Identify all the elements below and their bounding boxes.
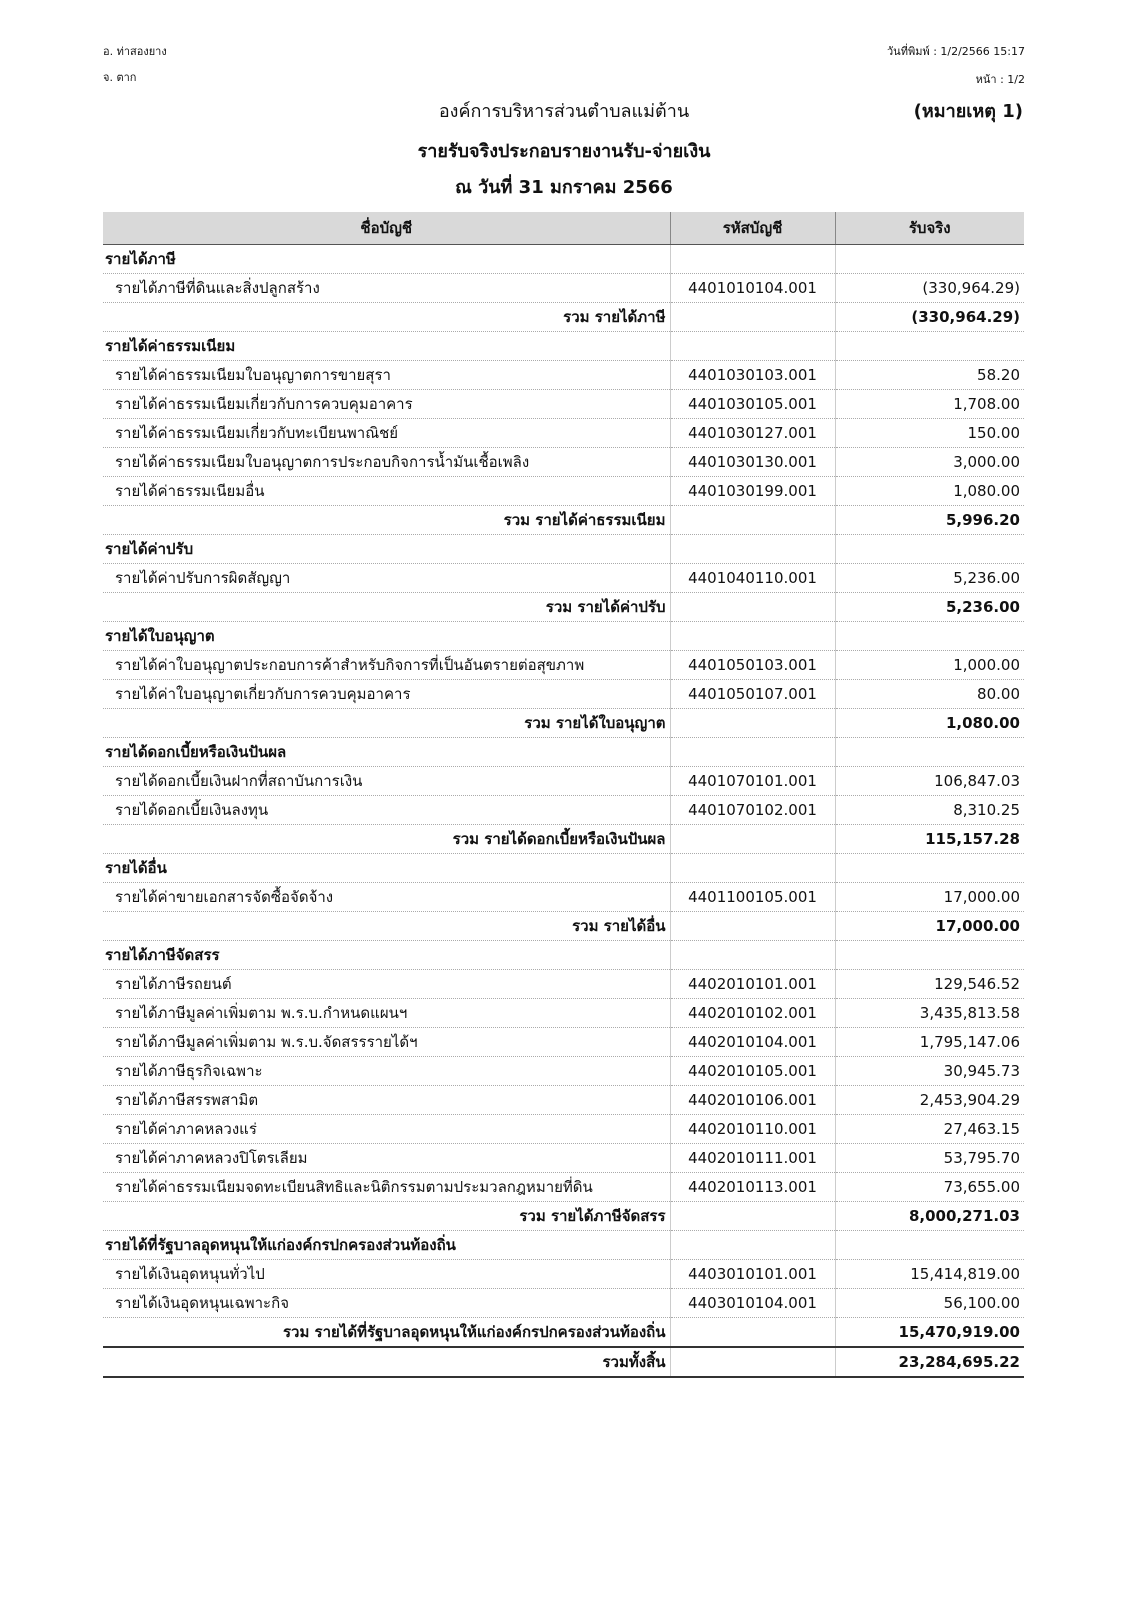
subtotal-row xyxy=(103,825,1024,854)
amount-cell xyxy=(835,738,1024,767)
amount-cell xyxy=(835,535,1024,564)
account-code-cell xyxy=(670,593,835,622)
account-code-cell: 4402010111.001 xyxy=(670,1144,835,1173)
group-header-row xyxy=(103,1231,1024,1260)
table-row xyxy=(103,419,1024,448)
amount-cell: 5,236.00 xyxy=(835,564,1024,593)
table-row xyxy=(103,448,1024,477)
account-code-cell xyxy=(670,535,835,564)
amount-cell: 8,000,271.03 xyxy=(835,1202,1024,1231)
account-code-cell: 4402010102.001 xyxy=(670,999,835,1028)
table-row xyxy=(103,1028,1024,1057)
amount-cell: 56,100.00 xyxy=(835,1289,1024,1318)
group-header-row xyxy=(103,245,1024,274)
account-code-cell: 4401100105.001 xyxy=(670,883,835,912)
account-name-cell: รายได้ภาษีมูลค่าเพิ่มตาม พ.ร.บ.จัดสรรรายได้ฯ xyxy=(103,1028,670,1057)
account-code-cell: 4401030127.001 xyxy=(670,419,835,448)
subtotal-row xyxy=(103,709,1024,738)
account-name-cell: รายได้ค่าภาคหลวงปิโตรเลียม xyxy=(103,1144,670,1173)
province-label: จ. ตาก xyxy=(103,71,137,84)
account-name-cell: รายได้ภาษีจัดสรร xyxy=(103,941,670,970)
note-label: (หมายเหตุ 1) xyxy=(913,101,1023,122)
account-name-cell: รายได้เงินอุดหนุนเฉพาะกิจ xyxy=(103,1289,670,1318)
account-name-cell: รายได้ใบอนุญาต xyxy=(103,622,670,651)
table-row xyxy=(103,1289,1024,1318)
report-date: ณ วันที่ 31 มกราคม 2566 xyxy=(455,177,673,198)
account-name-cell: รายได้ค่าปรับ xyxy=(103,535,670,564)
amount-cell: 1,795,147.06 xyxy=(835,1028,1024,1057)
table-row xyxy=(103,651,1024,680)
account-name-cell: รายได้ค่าใบอนุญาตประกอบการค้าสำหรับกิจการที่เป็นอันตรายต่อสุขภาพ xyxy=(103,651,670,680)
amount-cell: 17,000.00 xyxy=(835,912,1024,941)
amount-cell: 80.00 xyxy=(835,680,1024,709)
column-header-account-code: รหัสบัญชี xyxy=(670,212,835,245)
amount-cell xyxy=(835,854,1024,883)
account-name-cell: รายได้ค่าธรรมเนียมอื่น xyxy=(103,477,670,506)
report-title: รายรับจริงประกอบรายงานรับ-จ่ายเงิน xyxy=(417,141,711,162)
account-name-cell: รายได้ค่าใบอนุญาตเกี่ยวกับการควบคุมอาคาร xyxy=(103,680,670,709)
amount-cell: 53,795.70 xyxy=(835,1144,1024,1173)
amount-cell: 17,000.00 xyxy=(835,883,1024,912)
account-code-cell: 4401050107.001 xyxy=(670,680,835,709)
account-code-cell xyxy=(670,854,835,883)
amount-cell xyxy=(835,245,1024,274)
account-code-cell xyxy=(670,622,835,651)
table-row xyxy=(103,1173,1024,1202)
amount-cell: 8,310.25 xyxy=(835,796,1024,825)
account-name-cell: รวม รายได้ภาษีจัดสรร xyxy=(103,1202,670,1231)
account-name-cell: รายได้ค่าขายเอกสารจัดซื้อจัดจ้าง xyxy=(103,883,670,912)
account-code-cell: 4402010101.001 xyxy=(670,970,835,999)
amount-cell: (330,964.29) xyxy=(835,274,1024,303)
table-row xyxy=(103,767,1024,796)
table-row xyxy=(103,361,1024,390)
group-header-row xyxy=(103,332,1024,361)
column-header-actual-received: รับจริง xyxy=(835,212,1024,245)
account-name-cell: รายได้ค่าธรรมเนียมใบอนุญาตการประกอบกิจการน้ำมันเชื้อเพลิง xyxy=(103,448,670,477)
subtotal-row xyxy=(103,506,1024,535)
account-code-cell xyxy=(670,1318,835,1348)
account-code-cell: 4402010106.001 xyxy=(670,1086,835,1115)
account-code-cell xyxy=(670,332,835,361)
account-name-cell: รายได้ค่าธรรมเนียมเกี่ยวกับทะเบียนพาณิชย์ xyxy=(103,419,670,448)
group-header-row xyxy=(103,738,1024,767)
account-name-cell: รวม รายได้อื่น xyxy=(103,912,670,941)
account-name-cell: รวม รายได้ค่าปรับ xyxy=(103,593,670,622)
table-row xyxy=(103,477,1024,506)
account-name-cell: รวม รายได้ดอกเบี้ยหรือเงินปันผล xyxy=(103,825,670,854)
amount-cell: 73,655.00 xyxy=(835,1173,1024,1202)
amount-cell xyxy=(835,1231,1024,1260)
account-name-cell: รายได้อื่น xyxy=(103,854,670,883)
table-row xyxy=(103,680,1024,709)
amount-cell: 1,000.00 xyxy=(835,651,1024,680)
account-code-cell: 4402010113.001 xyxy=(670,1173,835,1202)
account-code-cell: 4401030105.001 xyxy=(670,390,835,419)
amount-cell xyxy=(835,622,1024,651)
account-name-cell: รวมทั้งสิ้น xyxy=(103,1347,670,1377)
account-name-cell: รายได้เงินอุดหนุนทั่วไป xyxy=(103,1260,670,1289)
income-table xyxy=(103,212,1024,1378)
account-name-cell: รายได้ค่าธรรมเนียมเกี่ยวกับการควบคุมอาคาร xyxy=(103,390,670,419)
amount-cell: 1,708.00 xyxy=(835,390,1024,419)
account-code-cell: 4402010104.001 xyxy=(670,1028,835,1057)
account-name-cell: รายได้ภาษี xyxy=(103,245,670,274)
table-row xyxy=(103,1086,1024,1115)
table-row xyxy=(103,999,1024,1028)
group-header-row xyxy=(103,622,1024,651)
account-code-cell: 4401030130.001 xyxy=(670,448,835,477)
amount-cell: 15,414,819.00 xyxy=(835,1260,1024,1289)
amount-cell xyxy=(835,941,1024,970)
account-name-cell: รวม รายได้ค่าธรรมเนียม xyxy=(103,506,670,535)
table-row xyxy=(103,390,1024,419)
amount-cell: 115,157.28 xyxy=(835,825,1024,854)
amount-cell: 129,546.52 xyxy=(835,970,1024,999)
account-code-cell xyxy=(670,245,835,274)
table-row xyxy=(103,1115,1024,1144)
account-code-cell xyxy=(670,941,835,970)
subtotal-row xyxy=(103,303,1024,332)
amount-cell: 3,435,813.58 xyxy=(835,999,1024,1028)
account-name-cell: รายได้ที่รัฐบาลอุดหนุนให้แก่องค์กรปกครองส่วนท้องถิ่น xyxy=(103,1231,670,1260)
account-code-cell: 4402010110.001 xyxy=(670,1115,835,1144)
amount-cell: 5,236.00 xyxy=(835,593,1024,622)
subtotal-row xyxy=(103,593,1024,622)
account-name-cell: รายได้ภาษีสรรพสามิต xyxy=(103,1086,670,1115)
table-row xyxy=(103,796,1024,825)
account-code-cell: 4403010104.001 xyxy=(670,1289,835,1318)
account-name-cell: รายได้ค่าปรับการผิดสัญญา xyxy=(103,564,670,593)
table-row xyxy=(103,1057,1024,1086)
amount-cell: 106,847.03 xyxy=(835,767,1024,796)
account-code-cell: 4403010101.001 xyxy=(670,1260,835,1289)
account-name-cell: รายได้ภาษีรถยนต์ xyxy=(103,970,670,999)
group-header-row xyxy=(103,941,1024,970)
account-code-cell: 4401070101.001 xyxy=(670,767,835,796)
account-code-cell: 4401070102.001 xyxy=(670,796,835,825)
account-name-cell: รวม รายได้ภาษี xyxy=(103,303,670,332)
page-number: หน้า : 1/2 xyxy=(975,73,1025,86)
account-code-cell: 4401050103.001 xyxy=(670,651,835,680)
amount-cell: 30,945.73 xyxy=(835,1057,1024,1086)
column-header-account-name: ชื่อบัญชี xyxy=(103,212,670,245)
table-row xyxy=(103,564,1024,593)
amount-cell: (330,964.29) xyxy=(835,303,1024,332)
amount-cell: 23,284,695.22 xyxy=(835,1347,1024,1377)
account-code-cell xyxy=(670,303,835,332)
amount-cell: 5,996.20 xyxy=(835,506,1024,535)
account-code-cell xyxy=(670,825,835,854)
amount-cell: 27,463.15 xyxy=(835,1115,1024,1144)
account-code-cell xyxy=(670,1202,835,1231)
account-code-cell xyxy=(670,1347,835,1377)
table-row xyxy=(103,883,1024,912)
organization-name: องค์การบริหารส่วนตำบลแม่ต้าน xyxy=(438,101,690,122)
account-name-cell: รวม รายได้ที่รัฐบาลอุดหนุนให้แก่องค์กรปกครองส่วนท้องถิ่น xyxy=(103,1318,670,1348)
account-name-cell: รายได้ดอกเบี้ยเงินฝากที่สถาบันการเงิน xyxy=(103,767,670,796)
account-name-cell: รวม รายได้ใบอนุญาต xyxy=(103,709,670,738)
subtotal-row xyxy=(103,1318,1024,1348)
amount-cell: 15,470,919.00 xyxy=(835,1318,1024,1348)
group-header-row xyxy=(103,854,1024,883)
account-code-cell xyxy=(670,709,835,738)
print-date: วันที่พิมพ์ : 1/2/2566 15:17 xyxy=(887,45,1025,58)
account-name-cell: รายได้ภาษีมูลค่าเพิ่มตาม พ.ร.บ.กำหนดแผนฯ xyxy=(103,999,670,1028)
account-code-cell: 4401030103.001 xyxy=(670,361,835,390)
account-name-cell: รายได้ค่าธรรมเนียมจดทะเบียนสิทธิและนิติกรรมตามประมวลกฎหมายที่ดิน xyxy=(103,1173,670,1202)
account-code-cell: 4401040110.001 xyxy=(670,564,835,593)
amount-cell: 2,453,904.29 xyxy=(835,1086,1024,1115)
amount-cell: 58.20 xyxy=(835,361,1024,390)
account-code-cell: 4401010104.001 xyxy=(670,274,835,303)
account-code-cell xyxy=(670,506,835,535)
account-code-cell xyxy=(670,738,835,767)
account-name-cell: รายได้ภาษีธุรกิจเฉพาะ xyxy=(103,1057,670,1086)
grand-total-row xyxy=(103,1347,1024,1377)
account-name-cell: รายได้ค่าภาคหลวงแร่ xyxy=(103,1115,670,1144)
table-row xyxy=(103,970,1024,999)
amount-cell: 3,000.00 xyxy=(835,448,1024,477)
subtotal-row xyxy=(103,1202,1024,1231)
account-code-cell xyxy=(670,1231,835,1260)
account-name-cell: รายได้ภาษีที่ดินและสิ่งปลูกสร้าง xyxy=(103,274,670,303)
table-row xyxy=(103,1144,1024,1173)
table-row xyxy=(103,1260,1024,1289)
account-code-cell: 4401030199.001 xyxy=(670,477,835,506)
account-name-cell: รายได้ดอกเบี้ยเงินลงทุน xyxy=(103,796,670,825)
table-header-row xyxy=(103,212,1024,245)
account-name-cell: รายได้ดอกเบี้ยหรือเงินปันผล xyxy=(103,738,670,767)
account-code-cell: 4402010105.001 xyxy=(670,1057,835,1086)
account-name-cell: รายได้ค่าธรรมเนียมใบอนุญาตการขายสุรา xyxy=(103,361,670,390)
amount-cell: 1,080.00 xyxy=(835,477,1024,506)
table-row xyxy=(103,274,1024,303)
account-code-cell xyxy=(670,912,835,941)
subtotal-row xyxy=(103,912,1024,941)
account-name-cell: รายได้ค่าธรรมเนียม xyxy=(103,332,670,361)
amount-cell: 1,080.00 xyxy=(835,709,1024,738)
amount-cell: 150.00 xyxy=(835,419,1024,448)
district-label: อ. ท่าสองยาง xyxy=(103,45,167,58)
group-header-row xyxy=(103,535,1024,564)
amount-cell xyxy=(835,332,1024,361)
